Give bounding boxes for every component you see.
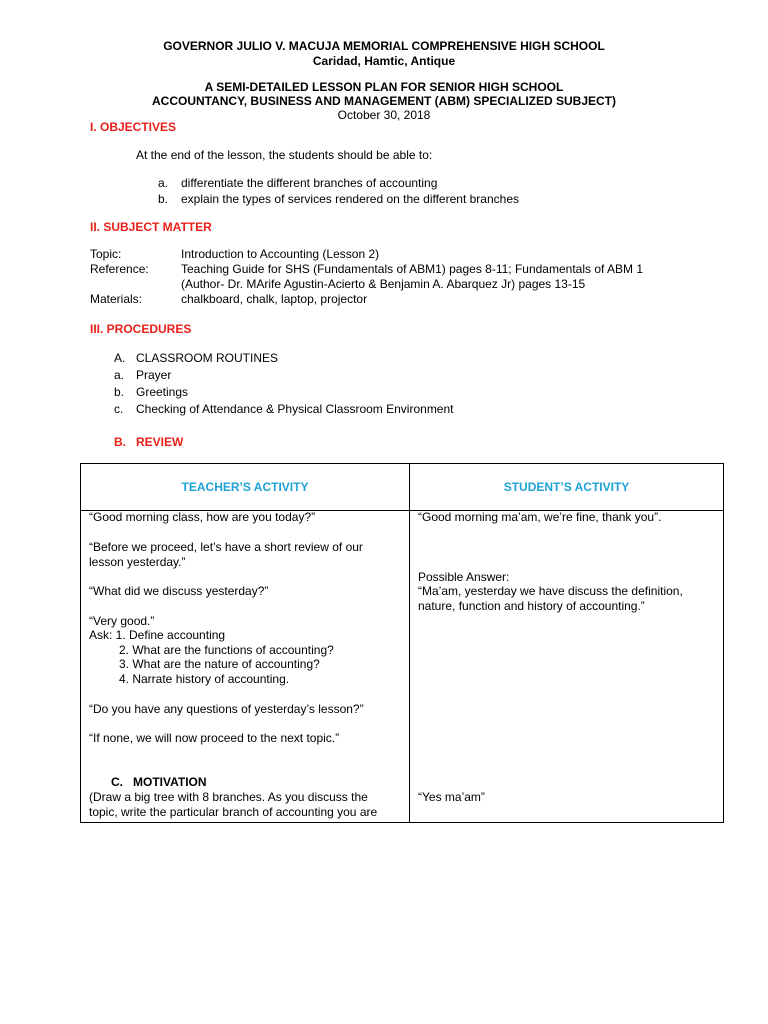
reference-label: Reference:: [90, 262, 149, 276]
objective-b-text: explain the types of services rendered on the different branches: [181, 192, 519, 206]
teacher-line: topic, write the particular branch of accounting you are: [89, 805, 378, 819]
routine-c-marker: c.: [114, 402, 124, 416]
table-header-row: [81, 464, 724, 511]
motivation-heading: MOTIVATION: [133, 775, 207, 789]
materials-value: chalkboard, chalk, laptop, projector: [181, 292, 368, 306]
materials-label: Materials:: [90, 292, 143, 306]
activity-table: [80, 463, 724, 823]
student-header-cell: [410, 464, 724, 511]
school-name: GOVERNOR JULIO V. MACUJA MEMORIAL COMPREHENSIVE HIGH SCHOOL: [163, 39, 605, 53]
student-line: “Yes ma’am”: [418, 790, 485, 804]
subject-matter-heading: II. SUBJECT MATTER: [90, 220, 212, 234]
objective-b-marker: b.: [158, 192, 169, 206]
objective-a-text: differentiate the different branches of accounting: [181, 176, 438, 190]
objective-a-marker: a.: [158, 176, 169, 190]
teacher-line: “Do you have any questions of yesterday’s lesson?”: [89, 702, 364, 716]
review-heading: REVIEW: [136, 435, 184, 449]
teacher-line: “Before we proceed, let’s have a short review of our: [89, 540, 363, 554]
teacher-line: “What did we discuss yesterday?”: [89, 584, 269, 598]
lesson-plan-title: A SEMI-DETAILED LESSON PLAN FOR SENIOR HIGH SCHOOL: [204, 80, 564, 94]
objectives-intro: At the end of the lesson, the students should be able to:: [136, 148, 433, 162]
objectives-heading: I. OBJECTIVES: [90, 120, 177, 134]
routines-heading: CLASSROOM ROUTINES: [136, 351, 279, 365]
subject-title: ACCOUNTANCY, BUSINESS AND MANAGEMENT (ABM) SPECIALIZED SUBJECT): [151, 94, 616, 108]
student-line: Possible Answer:: [418, 570, 510, 584]
routine-a-marker: a.: [114, 368, 125, 382]
teacher-line: (Draw a big tree with 8 branches. As you discuss the: [89, 790, 368, 804]
student-line: “Ma’am, yesterday we have discuss the definition,: [418, 584, 683, 598]
student-line: nature, function and history of accounting.”: [418, 599, 645, 613]
school-location: Caridad, Hamtic, Antique: [312, 54, 456, 68]
procedures-heading: III. PROCEDURES: [90, 322, 192, 336]
routine-b-marker: b.: [114, 385, 125, 399]
teacher-line: 3. What are the nature of accounting?: [119, 657, 320, 671]
routine-c-text: Checking of Attendance & Physical Classroom Environment: [136, 402, 454, 416]
teacher-header-cell: [81, 464, 410, 511]
teacher-line: “Very good.”: [89, 614, 155, 628]
teacher-line: Ask: 1. Define accounting: [89, 628, 226, 642]
teacher-line: 4. Narrate history of accounting.: [119, 672, 290, 686]
routines-marker: A.: [114, 351, 126, 365]
teacher-line: 2. What are the functions of accounting?: [119, 643, 334, 657]
teacher-line: lesson yesterday.”: [89, 555, 186, 569]
teacher-line: “If none, we will now proceed to the next topic.”: [89, 731, 340, 745]
routine-b-text: Greetings: [136, 385, 189, 399]
topic-label: Topic:: [90, 247, 122, 261]
student-activity-header: STUDENT’S ACTIVITY: [503, 480, 630, 494]
reference-line-2: (Author- Dr. MArife Agustin-Acierto & Benjamin A. Abarquez Jr) pages 13-15: [181, 277, 586, 291]
reference-line-1: Teaching Guide for SHS (Fundamentals of ABM1) pages 8-11; Fundamentals of ABM 1: [181, 262, 644, 276]
motivation-marker: C.: [111, 775, 123, 789]
teacher-line: “Good morning class, how are you today?”: [89, 510, 316, 524]
teacher-activity-cell: [81, 511, 410, 823]
student-activity-cell: [410, 511, 724, 823]
teacher-activity-header: TEACHER’S ACTIVITY: [181, 480, 309, 494]
lesson-date: October 30, 2018: [337, 108, 431, 122]
routine-a-text: Prayer: [136, 368, 172, 382]
review-marker: B.: [114, 435, 126, 449]
topic-value: Introduction to Accounting (Lesson 2): [181, 247, 380, 261]
table-row: [81, 511, 724, 823]
student-line: “Good morning ma’am, we’re fine, thank you”.: [418, 510, 662, 524]
